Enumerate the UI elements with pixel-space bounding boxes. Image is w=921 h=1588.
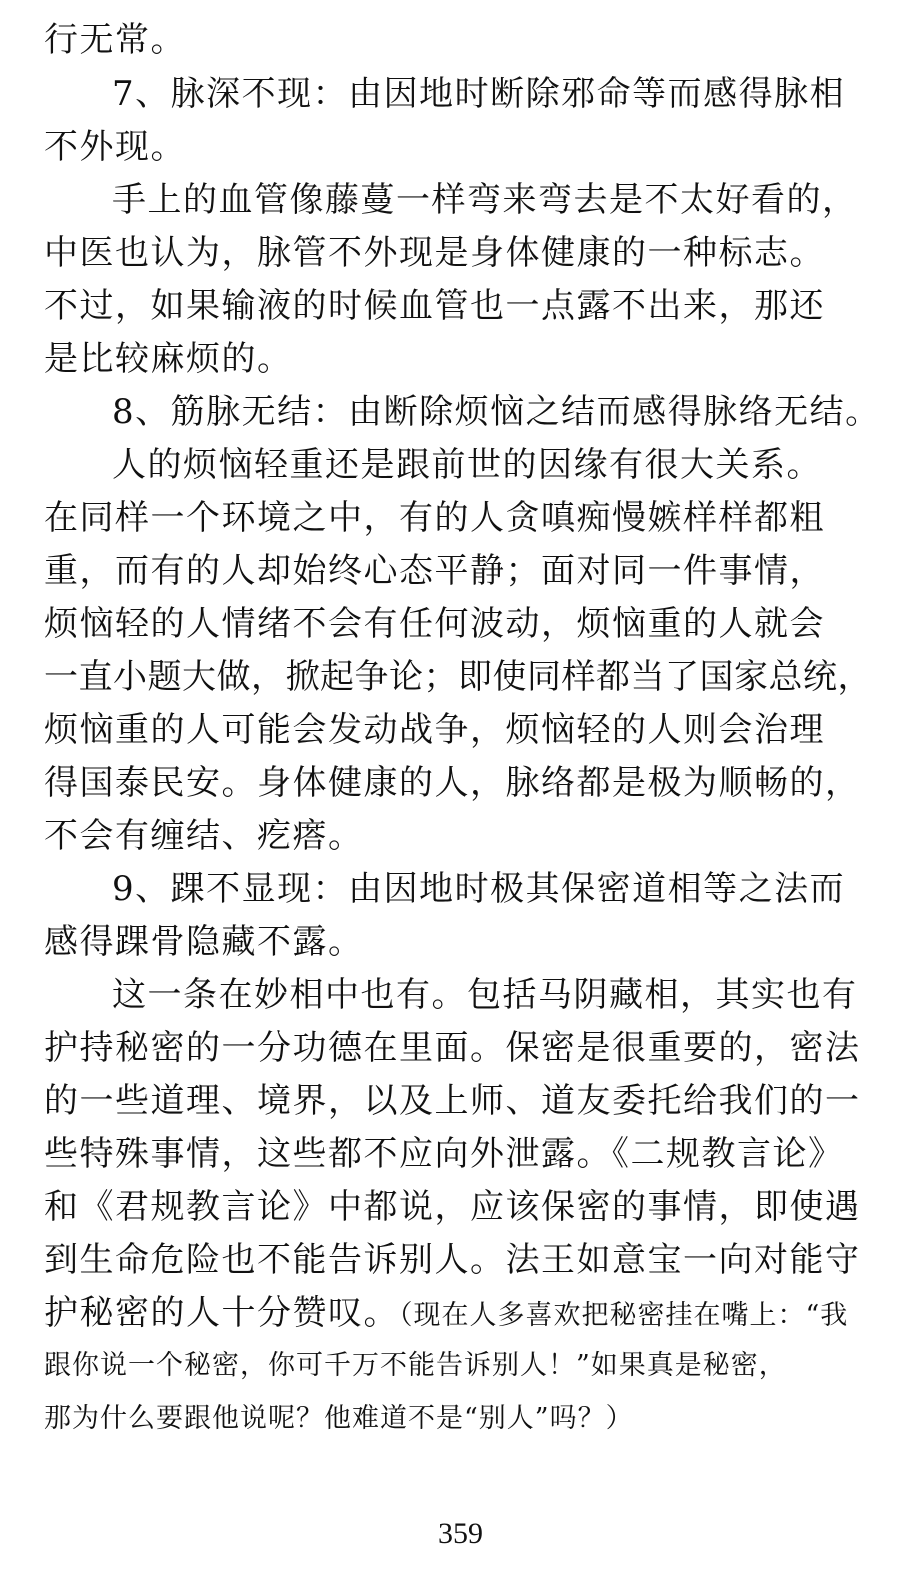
text-line: 和《君规教言论》中都说，应该保密的事情，即使遇 xyxy=(44,1187,861,1227)
parenthetical-note-line: 跟你说一个秘密，你可千万不能告诉别人！”如果真是秘密， xyxy=(44,1350,787,1381)
text-line: 一直小题大做，掀起争论；即使同样都当了国家总统， xyxy=(44,657,872,697)
text-line: 烦恼重的人可能会发动战争，烦恼轻的人则会治理 xyxy=(44,710,825,750)
text-line: 9、踝不显现：由因地时极其保密道相等之法而 xyxy=(112,869,846,909)
parenthetical-note: （现在人多喜欢把秘密挂在嘴上：“我 xyxy=(399,1300,849,1331)
text-line: 不会有缠结、疙瘩。 xyxy=(44,816,364,856)
text-line: 得国泰民安。身体健康的人，脉络都是极为顺畅的， xyxy=(44,763,861,803)
text-segment: 护秘密的人十分赞叹。 xyxy=(44,1293,399,1333)
text-line: 人的烦恼轻重还是跟前世的因缘有很大关系。 xyxy=(112,445,822,485)
text-line: 烦恼轻的人情绪不会有任何波动，烦恼重的人就会 xyxy=(44,604,825,644)
text-line: 手上的血管像藤蔓一样弯来弯去是不太好看的， xyxy=(112,180,858,220)
text-line: 的一些道理、境界，以及上师、道友委托给我们的一 xyxy=(44,1081,861,1121)
text-line: 不过，如果输液的时候血管也一点露不出来，那还 xyxy=(44,286,825,326)
text-line: 些特殊事情，这些都不应向外泄露。《二规教言论》 xyxy=(44,1134,844,1174)
text-line: 不外现。 xyxy=(44,127,186,167)
text-line: 是比较麻烦的。 xyxy=(44,339,293,379)
text-line: 7、脉深不现：由因地时断除邪命等而感得脉相 xyxy=(112,74,846,114)
parenthetical-note-line: 那为什么要跟他说呢？他难道不是“别人”吗？） xyxy=(44,1403,634,1434)
text-line: 中医也认为，脉管不外现是身体健康的一种标志。 xyxy=(44,233,825,273)
text-line: 到生命危险也不能告诉别人。法王如意宝一向对能守 xyxy=(44,1240,861,1280)
text-line-mixed xyxy=(44,1293,880,1333)
text-line: 护持秘密的一分功德在里面。保密是很重要的，密法 xyxy=(44,1028,861,1068)
page-number: 359 xyxy=(438,1517,483,1550)
text-line: 行无常。 xyxy=(44,20,186,60)
text-line: 重，而有的人却始终心态平静；面对同一件事情， xyxy=(44,551,825,591)
text-line: 8、筋脉无结：由断除烦恼之结而感得脉络无结。 xyxy=(112,392,881,432)
text-line: 感得踝骨隐藏不露。 xyxy=(44,922,364,962)
text-line: 这一条在妙相中也有。包括马阴藏相，其实也有 xyxy=(112,975,858,1015)
text-line: 在同样一个环境之中，有的人贪嗔痴慢嫉样样都粗 xyxy=(44,498,825,538)
